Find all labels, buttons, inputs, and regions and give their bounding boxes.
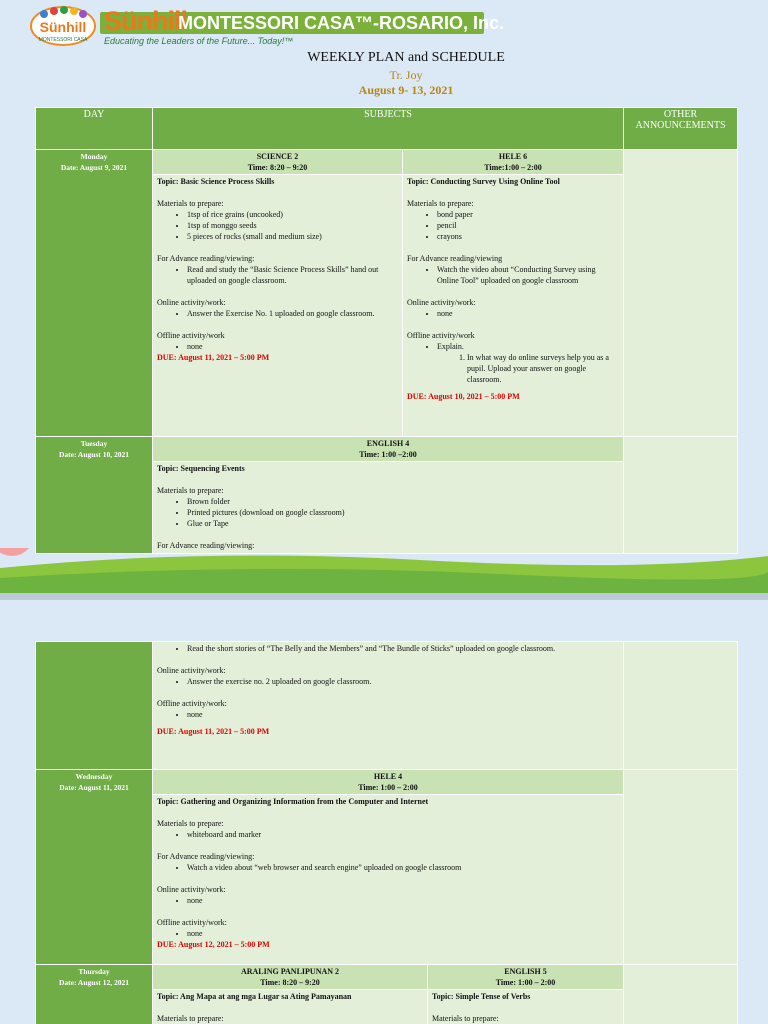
subject-header-science-2: SCIENCE 2 Time: 8:20 – 9:20 <box>153 150 403 175</box>
brand-tagline: Educating the Leaders of the Future... Today!™ <box>104 36 294 46</box>
day-date: Date: August 11, 2021 <box>59 783 129 792</box>
day-name: Tuesday <box>80 439 108 448</box>
subject-header-hele-4: HELE 4 Time: 1:00 – 2:00 <box>153 770 624 795</box>
logo-subtext: MONTESSORI CASA <box>38 37 88 43</box>
document-title: WEEKLY PLAN and SCHEDULE <box>307 50 505 65</box>
schedule-table-page-1 <box>35 107 738 554</box>
day-cell-monday <box>36 150 153 437</box>
day-date: Date: August 9, 2021 <box>60 163 128 172</box>
announcement-cell-tuesday <box>624 437 738 554</box>
day-date: Date: August 12, 2021 <box>58 978 129 987</box>
day-cell-tuesday-continued <box>36 642 153 770</box>
column-header-other: OTHER ANNOUNCEMENTS <box>624 108 738 150</box>
subject-body-english-5: Topic: Simple Tense of Verbs Materials to prepare: <box>428 990 624 1024</box>
day-cell-thursday <box>36 965 153 1024</box>
announcement-cell-thursday <box>624 965 738 1024</box>
decorative-hills <box>0 548 768 593</box>
schedule-table-page-2 <box>35 641 738 1024</box>
day-name: Monday <box>80 152 108 161</box>
page-separator <box>0 593 768 600</box>
day-cell-wednesday <box>36 770 153 965</box>
announcement-cell-monday <box>624 150 738 437</box>
subject-header-araling-panlipunan-2: ARALING PANLIPUNAN 2 Time: 8:20 – 9:20 <box>153 965 428 990</box>
due-date: DUE: August 11, 2021 – 5:00 PM <box>157 353 270 362</box>
subject-header-english-5: ENGLISH 5 Time: 1:00 – 2:00 <box>428 965 624 990</box>
subject-body-english-4: Topic: Sequencing Events Materials to prepare: • Brown folder • Printed pictures (download on google classroom) • Glue or Tape For Advance reading/viewing: <box>153 462 624 554</box>
subject-body-araling-panlipunan-2: Topic: Ang Mapa at ang mga Lugar sa Ating Pamayanan Materials to prepare: <box>153 990 428 1024</box>
brand-name: MONTESSORI CASA™-ROSARIO, Inc. <box>178 13 505 33</box>
column-header-day: DAY <box>36 108 153 150</box>
logo-text: Sünhill <box>39 19 87 35</box>
subject-body-science-2: Topic: Basic Science Process Skills Materials to prepare: • 1tsp of rice grains (uncooked) • 1tsp of monggo seeds • 5 pieces of rocks (small and medium size) For Advance reading/viewing: • Read and study the “Basic Science Process Skills” hand out uploaded on google classroom. Online activity/work: • Answer the Exercise No. 1 uploaded on google classroom. Offline activity/work • none DUE: August 11, 2021 – 5:00 PM <box>153 175 403 437</box>
due-date: DUE: August 11, 2021 – 5:00 PM <box>157 727 270 736</box>
subject-body-hele-6: Topic: Conducting Survey Using Online Tool Materials to prepare: • bond paper • pencil • crayons For Advance reading/viewing • Watch the video about “Conducting Survey using Online Tool” uploaded on google classroom Online activity/work: • none Offline activity/work • Explain. 1. In what way do online surveys help you as a pupil. Upload your answer on google classroom. DUE: August 10, 2021 – 5:00 PM <box>403 175 624 437</box>
day-date: Date: August 10, 2021 <box>58 450 129 459</box>
brand-sun-text: Sünhill <box>104 6 187 36</box>
teacher-name: Tr. Joy <box>389 68 423 82</box>
day-name: Thursday <box>78 967 110 976</box>
day-name: Wednesday <box>75 772 113 781</box>
subject-header-hele-6: HELE 6 Time:1:00 – 2:00 <box>403 150 624 175</box>
sunhill-logo <box>30 4 96 46</box>
week-dates: August 9- 13, 2021 <box>358 83 454 97</box>
subject-body-hele-4: Topic: Gathering and Organizing Information from the Computer and Internet Materials to prepare: • whiteboard and marker For Advance reading/viewing: • Watch a video about “web browser and search engine” uploaded on google classroom Online activity/work: • none Offline activity/work: • none DUE: August 12, 2021 – 5:00 PM <box>153 795 624 965</box>
due-date: DUE: August 12, 2021 – 5:00 PM <box>157 940 270 949</box>
due-date: DUE: August 10, 2021 – 5:00 PM <box>407 392 520 401</box>
column-header-subjects: SUBJECTS <box>153 108 624 150</box>
subject-header-english-4: ENGLISH 4 Time: 1:00 –2:00 <box>153 437 624 462</box>
announcement-cell-wednesday <box>624 770 738 965</box>
subject-body-english-4-continued: • Read the short stories of “The Belly and the Members” and “The Bundle of Sticks” uploaded on google classroom. Online activity/work: • Answer the exercise no. 2 uploaded on google classroom. Offline activity/work: • none DUE: August 11, 2021 – 5:00 PM <box>153 642 624 770</box>
day-cell-tuesday <box>36 437 153 554</box>
announcement-cell-tuesday-continued <box>624 642 738 770</box>
document-page-2 <box>0 600 768 1024</box>
